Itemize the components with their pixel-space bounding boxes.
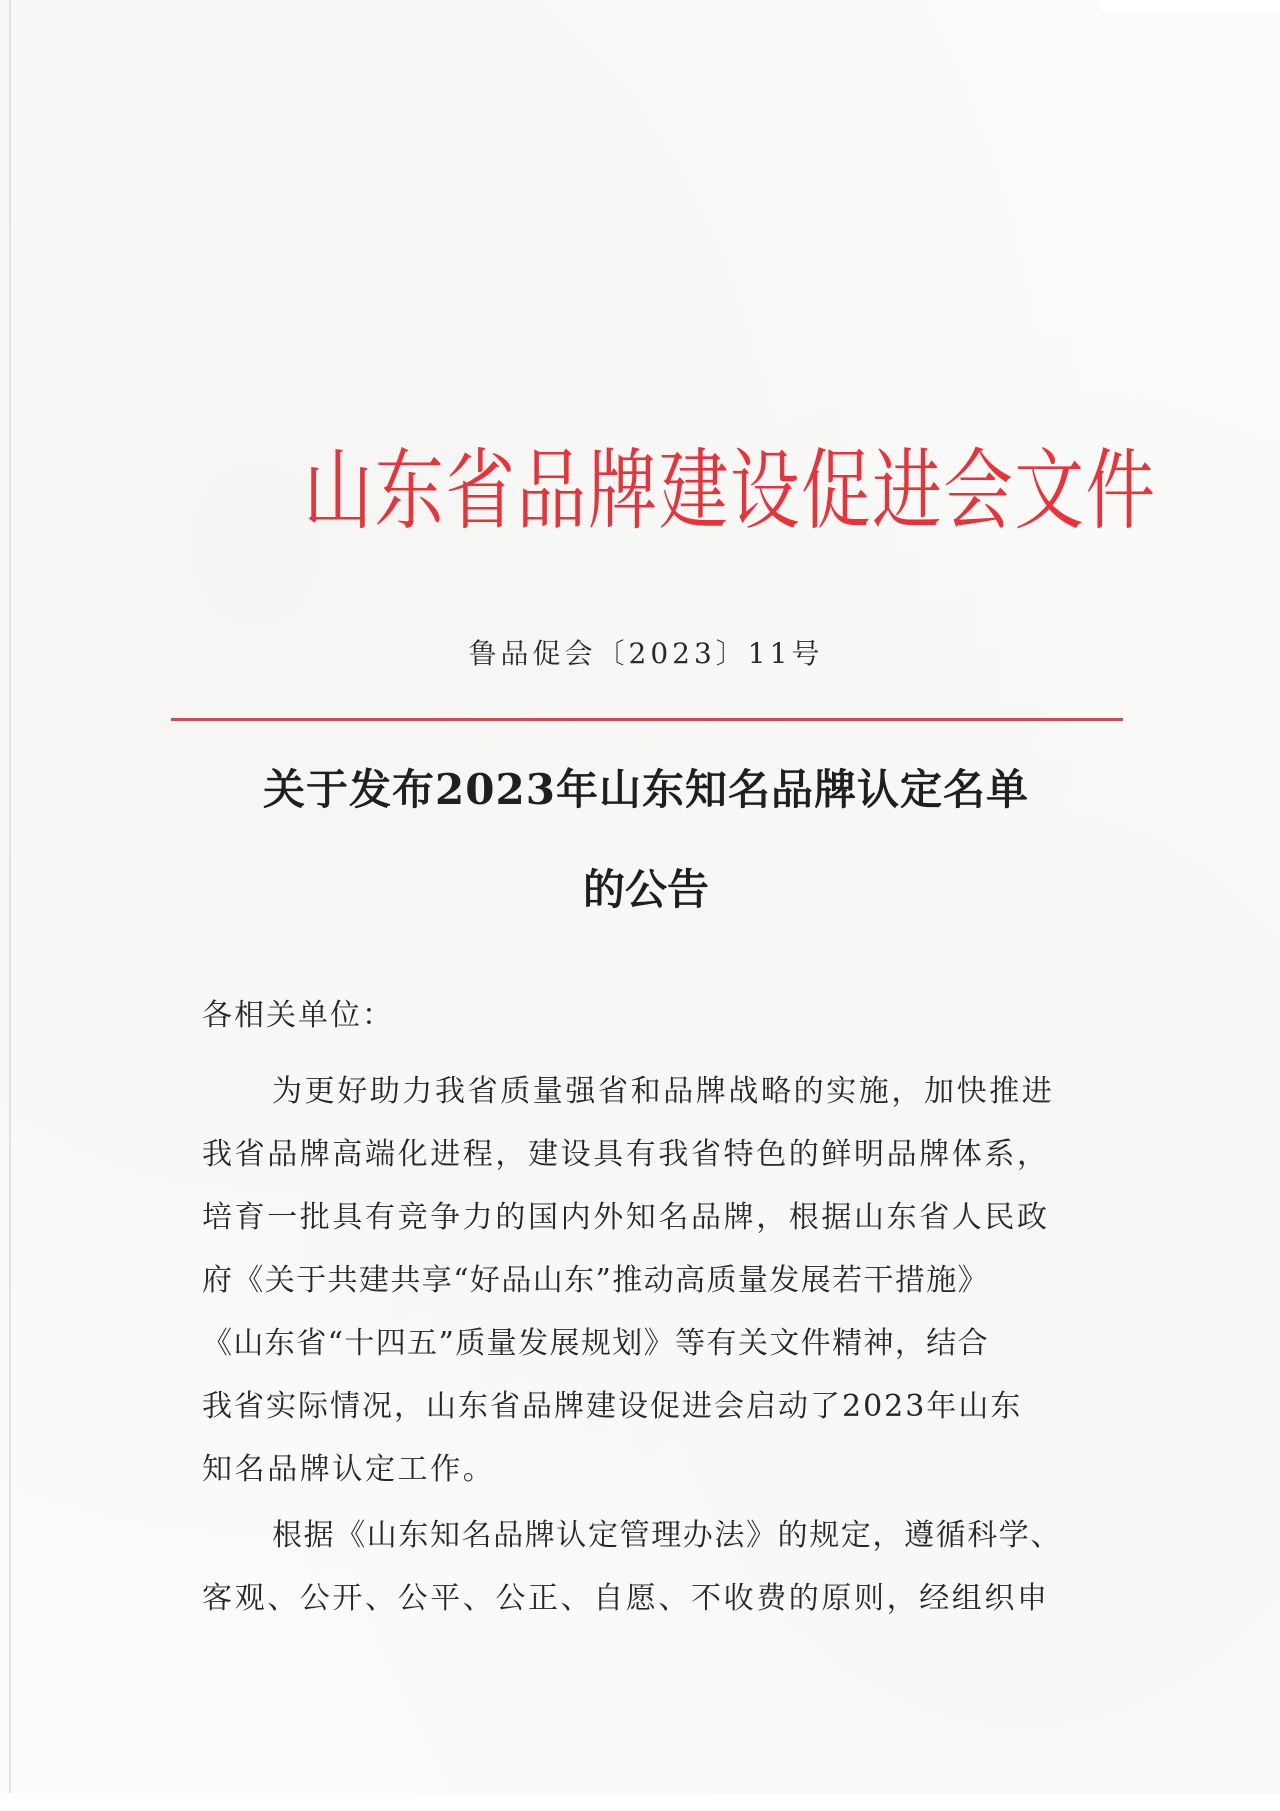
paragraph-2-line-2: 客观、公开、公平、公正、自愿、不收费的原则，经组织申 [202, 1581, 1050, 1616]
paragraph-1-line-4: 府《关于共建共享“好品山东”推动高质量发展若干措施》 [202, 1263, 990, 1298]
salutation: 各相关单位： [202, 998, 394, 1033]
paragraph-1-line-1: 为更好助力我省质量强省和品牌战略的实施，加快推进 [272, 1074, 1055, 1109]
organization-title: 山东省品牌建设促进会文件 [303, 439, 1157, 542]
paragraph-1-line-6: 我省实际情况，山东省品牌建设促进会启动了2023年山东 [202, 1389, 1023, 1424]
headline-line-1: 关于发布2023年山东知名品牌认定名单 [263, 765, 1029, 814]
red-separator-rule [171, 718, 1123, 721]
document-number: 鲁品促会〔2023〕11号 [468, 637, 824, 670]
document-body [202, 996, 1102, 1616]
paragraph-1-line-5: 《山东省“十四五”质量发展规划》等有关文件精神，结合 [202, 1326, 990, 1361]
scan-left-edge [9, 0, 11, 1795]
paragraph-2-line-1: 根据《山东知名品牌认定管理办法》的规定，遵循科学、 [272, 1518, 1062, 1553]
scan-bottom-strip [0, 1793, 1280, 1811]
paragraph-1-line-3: 培育一批具有竞争力的国内外知名品牌，根据山东省人民政 [202, 1200, 1050, 1235]
paragraph-1-line-7: 知名品牌认定工作。 [202, 1452, 496, 1487]
scan-top-strip [1100, 0, 1280, 12]
paragraph-1-line-2: 我省品牌高端化进程，建设具有我省特色的鲜明品牌体系， [202, 1137, 1050, 1172]
headline-line-2: 的公告 [582, 865, 709, 914]
